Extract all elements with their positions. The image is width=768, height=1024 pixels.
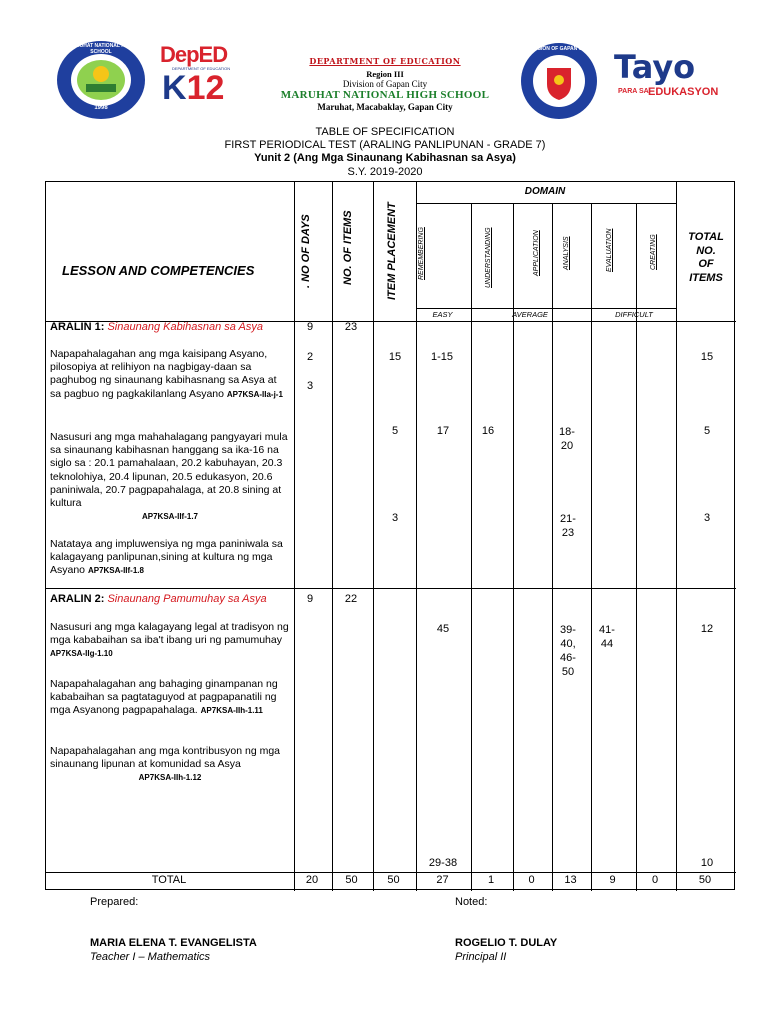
understanding-header: UNDERSTANDING [485,227,492,288]
aralin2-lesson: Sinaunang Pamumuhay sa Asya [107,593,267,605]
aralin2-evaluation: 41-44 [599,624,615,650]
noted-label: Noted: [455,896,488,908]
division-seal-text: DIVISION OF GAPAN CITY [527,46,591,52]
row3-analysis: 21-23 [560,513,576,539]
tayo-sub1: PARA SA [618,88,649,95]
totals-application: 0 [528,874,535,886]
k12-wordmark: K12 [162,69,225,107]
lesson-header: LESSON AND COMPETENCIES [62,263,255,278]
aralin1-competency-1 [50,348,290,401]
competency-text: Nasusuri ang mga mahahalagang pangyayari mula sa sinaunang kabihasnan hanggang sa ika-16 na siglo sa : 20.1 pamahalaan, 20.2 kabuhayan, 20.3 teknolohiya, 20.4 lipunan, 20.5 edukasyon, 20.6 paniniwala, 20.7 pagpapahalaga, at 20.8 sining at kultura [50,431,288,510]
aralin2-label: ARALIN 2: [50,593,105,605]
aralin1-competency-2 [50,431,290,523]
domain-header: DOMAIN [524,186,566,197]
competency-text: Napapahalagahan ang mga kaisipang Asyano, pilosopiya at relihiyon na nagbigay-daan sa paghubog ng sinaunang kabihasnang sa Asya at sa pagbuo ng pagkakilanlang Asyano [50,348,277,400]
school-address: Maruhat, Macabaklay, Gapan City [317,102,453,112]
aralin2-competency-3 [50,745,290,785]
competency-text: Nasusuri ang mga kalagayang legal at tradisyon ng mga kababaihan sa iba't ibang uri ng pamumuhay [50,621,289,647]
tayo-sub2: EDUKASYON [648,86,719,98]
aralin2-analysis: 39-40, 46-50 [560,624,576,678]
evaluation-header: EVALUATION [606,228,613,272]
easy-label: EASY [432,310,453,319]
row2-analysis: 18-20 [559,426,575,452]
aralin2-title [50,593,267,605]
totals-analysis: 13 [564,874,577,886]
totals-evaluation: 9 [609,874,616,886]
total-header-line4: ITEMS [689,271,723,284]
application-header: APPLICATION [533,230,540,276]
competency-text: Natataya ang impluwensiya ng mga paniniwala sa kalagayang panlipunan,sining at kultura ng mga Asyano [50,538,283,577]
doc-subtitle: FIRST PERIODICAL TEST (ARALING PANLIPUNAN - GRADE 7) [224,139,546,151]
totals-creating: 0 [651,874,659,886]
total-header-line2: NO. [696,244,716,257]
row2-remembering: 17 [436,425,450,437]
aralin1-days-b: 3 [306,380,314,392]
aralin2-days: 9 [306,593,314,605]
totals-remembering: 27 [436,874,449,886]
totals-total: 50 [698,874,712,886]
school-year: S.Y. 2019-2020 [347,166,423,178]
region-name: Region III [366,69,404,79]
total-header [676,231,736,285]
days-header: . NO OF DAYS [300,214,312,288]
total-header-line3: OF [698,258,714,270]
preparer-name: MARIA ELENA T. EVANGELISTA [90,937,257,949]
tayo-logo [608,42,718,108]
aralin1-label: ARALIN 1: [50,321,105,333]
aralin1-lesson: Sinaunang Kabihasnan sa Asya [107,321,263,333]
aralin1-items: 23 [344,321,358,333]
division-name: Division of Gapan City [342,79,428,89]
division-seal-logo [520,42,598,120]
department-name: DEPARTMENT OF EDUCATION [309,56,461,66]
totals-understanding: 1 [487,874,495,886]
row3-total: 3 [703,512,711,524]
total-header-line1: TOTAL [688,231,724,243]
tayo-wordmark: Tayo [614,48,696,86]
items-header: NO. OF ITEMS [342,210,354,285]
bottom-remembering: 29-38 [428,857,458,869]
totals-items: 50 [345,874,358,886]
competency-code: AP7KSA-IIh-1.12 [138,773,202,783]
doc-title: TABLE OF SPECIFICATION [315,126,455,138]
aralin2-competency-2 [50,678,290,718]
row2-understanding: 16 [481,425,495,437]
competency-code: AP7KSA-IIf-1.8 [87,566,144,576]
competency-text: Napapahalagahan ang bahaging ginampanan ng kababaihan sa pagtataguyod at pagpapanatili ng mga Asyanong pagpapahalaga. [50,678,278,717]
row1-remembering: 1-15 [430,351,454,363]
competency-code: AP7KSA-IIf-1.7 [141,512,198,522]
placement-header: ITEM PLACEMENT [386,202,398,300]
row3-placement: 3 [391,512,399,524]
aralin2-total: 12 [700,623,714,635]
noter-title: Principal II [455,951,507,963]
totals-days: 20 [305,874,319,886]
bottom-total: 10 [700,857,714,869]
row2-total: 5 [703,425,711,437]
competency-text: Napapahalagahan ang mga kontribusyon ng mga sinaunang lipunan at komunidad sa Asya [50,745,281,771]
difficult-label: DIFFICULT [615,310,653,319]
aralin2-items: 22 [344,593,358,605]
prepared-label: Prepared: [90,896,139,908]
deped-subtitle: DEPARTMENT OF EDUCATION [172,66,231,71]
row1-placement: 15 [388,351,402,363]
creating-header: CREATING [650,234,657,270]
noter-name: ROGELIO T. DULAY [455,937,558,949]
school-name: MARUHAT NATIONAL HIGH SCHOOL [280,89,490,101]
school-seal-year: 1998 [94,105,108,111]
average-label: AVERAGE [512,310,548,319]
row2-placement: 5 [391,425,399,437]
deped-logo [160,42,240,108]
deped-wordmark: DepED [160,42,228,67]
remembering-header: REMEMBERING [418,227,425,280]
school-seal-text: MARUHAT NATIONAL HIGH SCHOOL [68,43,134,55]
competency-code: AP7KSA-IIa-j-1 [226,389,283,399]
unit-title: Yunit 2 (Ang Mga Sinaunang Kabihasnan sa Asya) [254,152,516,164]
aralin1-competency-3 [50,538,290,578]
aralin1-days-a: 2 [306,351,314,363]
aralin2-remembering: 45 [436,623,450,635]
competency-code: AP7KSA-IIg-1.10 [50,649,113,659]
aralin2-competency-1 [50,621,290,661]
aralin1-days: 9 [306,321,314,333]
aralin1-title [50,321,263,333]
totals-placement: 50 [387,874,400,886]
preparer-title: Teacher I – Mathematics [90,951,211,963]
totals-label: TOTAL [151,874,187,886]
competency-code: AP7KSA-IIh-1.11 [200,706,263,716]
analysis-header: ANALYSIS [563,236,570,270]
row1-total: 15 [700,351,714,363]
